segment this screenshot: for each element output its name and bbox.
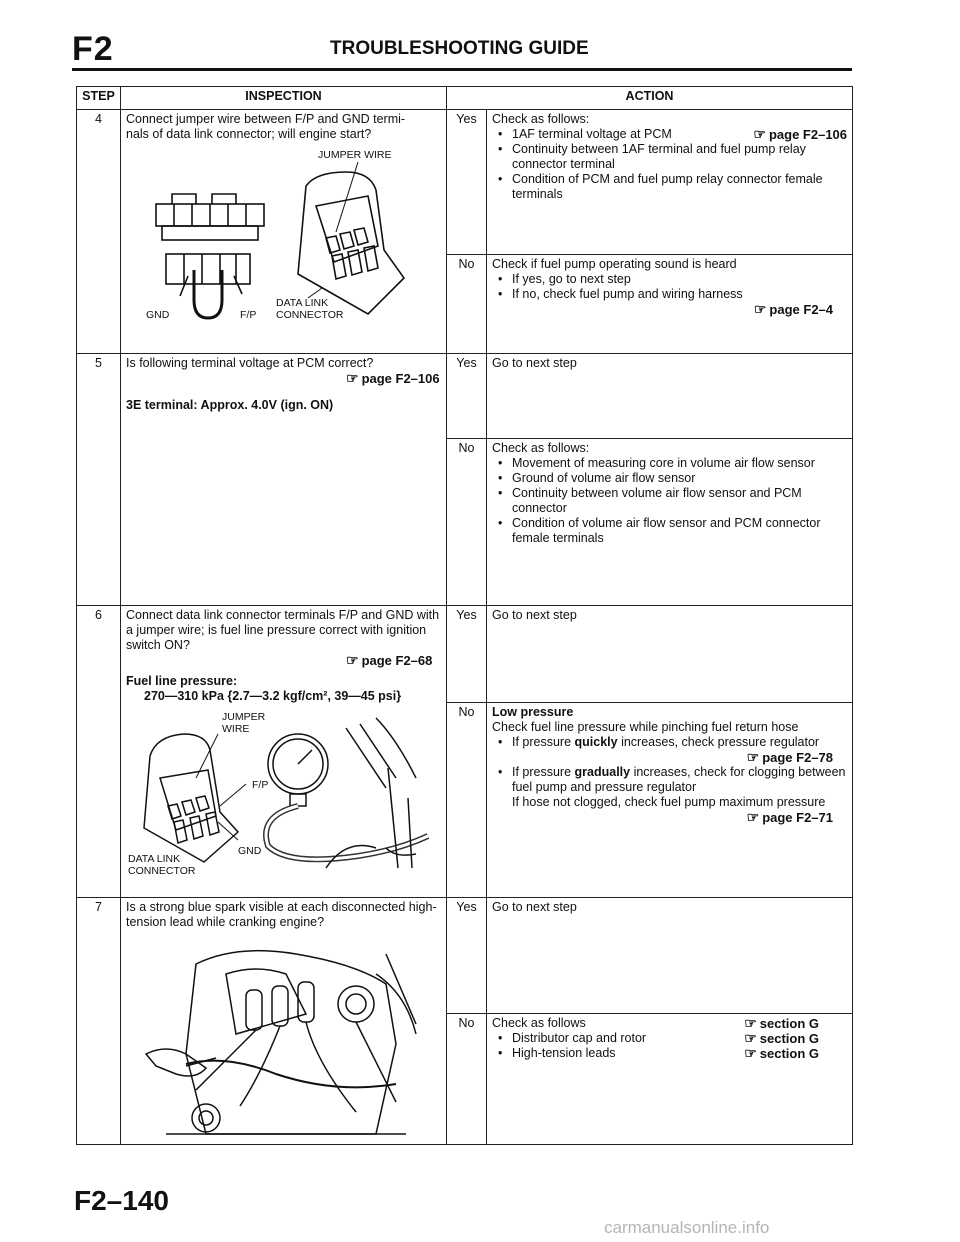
figure-label-jumper-wire: JUMPER WIRE bbox=[318, 149, 392, 161]
figure-label-gnd: GND bbox=[238, 845, 262, 857]
watermark: carmanualsonline.info bbox=[604, 1218, 770, 1237]
figure-label-data-link: DATA LINK bbox=[276, 297, 329, 309]
step-number: 4 bbox=[77, 110, 121, 354]
no-label: No bbox=[447, 1014, 487, 1145]
pointing-hand-icon: ☞ bbox=[753, 126, 766, 142]
table-row bbox=[77, 606, 853, 703]
no-label: No bbox=[447, 703, 487, 898]
column-header-step: STEP bbox=[77, 87, 121, 110]
inspection-text: Connect data link connector terminals F/P and GND with a jumper wire; is fuel line pressure correct with ignition switch ON? bbox=[126, 608, 440, 652]
list-item: • High-tension leads ☞ section G bbox=[512, 1046, 847, 1061]
list-item: • Continuity between volume air flow sensor and PCM connector bbox=[512, 486, 847, 516]
action-intro: Check as follows: bbox=[492, 441, 590, 455]
action-intro: Check if fuel pump operating sound is heard bbox=[492, 257, 737, 271]
section-code: F2 bbox=[72, 30, 114, 68]
table-row bbox=[77, 898, 853, 1014]
step-number: 6 bbox=[77, 606, 121, 898]
svg-text:F/P: F/P bbox=[240, 309, 257, 321]
figure-label-connector: CONNECTOR bbox=[276, 309, 344, 321]
figure-label-fp: F/P bbox=[252, 779, 269, 791]
figure-label-connector: CONNECTOR bbox=[128, 865, 196, 877]
list-item: • Condition of volume air flow sensor and PCM connector female terminals bbox=[512, 516, 847, 546]
page-title: TROUBLESHOOTING GUIDE bbox=[330, 38, 589, 59]
yes-label: Yes bbox=[447, 354, 487, 439]
inspection-text: Connect jumper wire between F/P and GND termi- nals of data link connector; will engine start? bbox=[126, 112, 406, 141]
page-reference: ☞ page F2–106 bbox=[753, 126, 848, 142]
pointing-hand-icon: ☞ bbox=[746, 809, 760, 825]
section-reference: ☞ section G bbox=[744, 1045, 820, 1062]
pointing-hand-icon: ☞ bbox=[744, 1045, 757, 1062]
pointing-hand-icon: ☞ bbox=[346, 652, 359, 668]
action-cell-no bbox=[487, 1014, 853, 1145]
table-row bbox=[77, 110, 853, 255]
data-link-connector-figure bbox=[126, 146, 436, 326]
action-cell-no bbox=[487, 439, 853, 606]
troubleshooting-table bbox=[76, 86, 853, 1145]
column-header-inspection: INSPECTION bbox=[121, 87, 447, 110]
list-item: • Distributor cap and rotor ☞ section G bbox=[512, 1031, 847, 1046]
action-title: Low pressure bbox=[492, 705, 574, 719]
list-item: • Condition of PCM and fuel pump relay connector female terminals bbox=[512, 172, 847, 202]
inspection-cell bbox=[121, 110, 447, 354]
pointing-hand-icon: ☞ bbox=[744, 1030, 757, 1047]
fuel-pressure-gauge-figure bbox=[126, 708, 436, 880]
yes-label: Yes bbox=[447, 110, 487, 255]
pointing-hand-icon: ☞ bbox=[753, 301, 767, 317]
pointing-hand-icon: ☞ bbox=[744, 1015, 757, 1032]
step-number: 5 bbox=[77, 354, 121, 606]
section-reference: ☞ section G bbox=[744, 1030, 820, 1047]
action-cell-yes: Go to next step bbox=[487, 606, 853, 703]
section-reference: ☞ section G bbox=[744, 1015, 820, 1032]
no-label: No bbox=[447, 255, 487, 354]
page-reference: ☞ page F2–68 bbox=[346, 652, 433, 668]
action-cell-yes bbox=[487, 110, 853, 255]
spec-title: Fuel line pressure: bbox=[126, 674, 238, 688]
page-reference: ☞ page F2–71 bbox=[746, 809, 834, 825]
list-item: • If yes, go to next step bbox=[512, 272, 847, 287]
list-item: • Continuity between 1AF terminal and fuel pump relay connector terminal bbox=[512, 142, 847, 172]
page-reference: ☞ page F2–106 bbox=[346, 370, 440, 386]
page-reference: ☞ page F2–4 bbox=[753, 301, 834, 317]
list-item: • Movement of measuring core in volume air flow sensor bbox=[512, 456, 847, 471]
page-number: F2–140 bbox=[74, 1185, 169, 1216]
header-rule bbox=[72, 68, 852, 71]
action-cell-no bbox=[487, 255, 853, 354]
action-intro: Check as follows bbox=[492, 1016, 586, 1031]
inspection-cell bbox=[121, 898, 447, 1145]
table-row bbox=[77, 354, 853, 439]
svg-text:GND: GND bbox=[146, 309, 170, 321]
spec-value: 270—310 kPa {2.7—3.2 kgf/cm², 39—45 psi} bbox=[144, 689, 402, 703]
step-number: 7 bbox=[77, 898, 121, 1145]
engine-spark-test-figure bbox=[126, 934, 436, 1142]
inspection-text: Is following terminal voltage at PCM correct? bbox=[126, 356, 374, 370]
action-intro: Check as follows: bbox=[492, 112, 590, 126]
action-cell-yes: Go to next step bbox=[487, 354, 853, 439]
action-intro: Check fuel line pressure while pinching fuel return hose bbox=[492, 720, 799, 734]
no-label: No bbox=[447, 439, 487, 606]
yes-label: Yes bbox=[447, 898, 487, 1014]
specification: 3E terminal: Approx. 4.0V (ign. ON) bbox=[126, 398, 334, 412]
yes-label: Yes bbox=[447, 606, 487, 703]
inspection-cell bbox=[121, 354, 447, 606]
list-item: • If pressure gradually increases, check for clogging between fuel pump and pressure regulator If hose not clogged, check fuel pump maximum pressure ☞ page F2–71 bbox=[512, 765, 847, 825]
inspection-cell bbox=[121, 606, 447, 898]
table-header-row bbox=[77, 87, 853, 110]
page-header bbox=[72, 28, 850, 68]
inspection-text: Is a strong blue spark visible at each disconnected high-tension lead while cranking engine? bbox=[126, 900, 437, 929]
list-item: • Ground of volume air flow sensor bbox=[512, 471, 847, 486]
list-item: • If no, check fuel pump and wiring harness bbox=[512, 287, 847, 302]
list-item: • 1AF terminal voltage at PCM ☞ page F2–106 bbox=[512, 127, 847, 142]
pointing-hand-icon: ☞ bbox=[346, 370, 359, 386]
column-header-action: ACTION bbox=[447, 87, 853, 110]
action-cell-no bbox=[487, 703, 853, 898]
pointing-hand-icon: ☞ bbox=[746, 749, 760, 765]
page-reference: ☞ page F2–78 bbox=[746, 749, 834, 765]
figure-label-data-link: DATA LINK bbox=[128, 853, 181, 865]
list-item: • If pressure quickly increases, check pressure regulator ☞ page F2–78 bbox=[512, 735, 847, 765]
figure-label-wire: WIRE bbox=[222, 723, 250, 735]
figure-label-jumper: JUMPER bbox=[222, 711, 266, 723]
action-cell-yes: Go to next step bbox=[487, 898, 853, 1014]
